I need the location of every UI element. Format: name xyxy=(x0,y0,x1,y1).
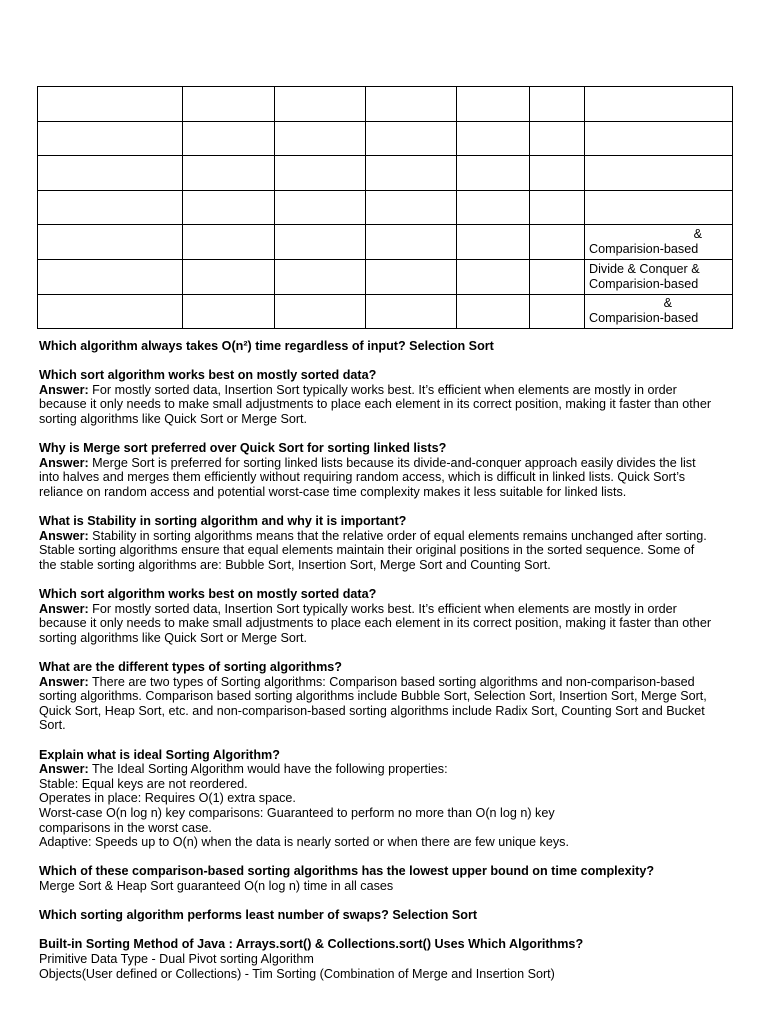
qa-item xyxy=(39,441,739,499)
table-cell xyxy=(275,121,366,156)
qa-item xyxy=(39,864,739,893)
table-cell xyxy=(530,190,585,225)
table-cell xyxy=(457,87,530,122)
table-cell xyxy=(457,190,530,225)
answer-line xyxy=(39,602,739,617)
answer-line xyxy=(39,762,739,777)
answer-label: Answer: xyxy=(39,455,89,470)
table-cell xyxy=(183,294,275,329)
answer-text: Merge Sort is preferred for sorting linked lists because its divide-and-conquer approach easily divides the list xyxy=(88,455,696,470)
table-cell xyxy=(38,87,183,122)
question-text: Which sort algorithm works best on mostly sorted data? xyxy=(39,368,377,383)
table-row xyxy=(38,225,733,260)
answer-line: sorting algorithms like Quick Sort or Merge Sort. xyxy=(39,630,308,645)
table-cell xyxy=(38,225,183,260)
qa-item xyxy=(39,908,739,923)
qa-item xyxy=(39,660,739,733)
answer-text: For mostly sorted data, Insertion Sort typically works best. It’s efficient when elements are mostly in order xyxy=(88,382,677,397)
table-cell xyxy=(530,225,585,260)
table-cell xyxy=(183,190,275,225)
table-cell xyxy=(585,190,733,225)
answer-line xyxy=(39,456,739,471)
answer-line: Sort. xyxy=(39,718,66,733)
answer-line: Objects(User defined or Collections) - Tim Sorting (Combination of Merge and Insertion Sort) xyxy=(39,966,555,981)
table-cell xyxy=(38,121,183,156)
answer-text: The Ideal Sorting Algorithm would have the following properties: xyxy=(88,762,448,777)
table-cell xyxy=(183,121,275,156)
question-text: What are the different types of sorting algorithms? xyxy=(39,660,342,675)
answer-text: Stability in sorting algorithms means that the relative order of equal elements remains unchanged after sorting. xyxy=(88,528,707,543)
answer-line: Worst-case O(n log n) key comparisons: Guaranteed to perform no more than O(n log n) key xyxy=(39,806,555,820)
table-cell xyxy=(275,225,366,260)
question-text: Which sort algorithm works best on mostly sorted data? xyxy=(39,587,377,602)
table-cell-comparision: Comparision-based xyxy=(589,276,699,291)
table-cell xyxy=(530,156,585,191)
table-cell xyxy=(275,259,366,294)
table-cell xyxy=(457,121,530,156)
table-cell xyxy=(275,190,366,225)
table-cell xyxy=(457,225,530,260)
answer-line: Primitive Data Type - Dual Pivot sorting Algorithm xyxy=(39,951,314,966)
table-cell xyxy=(366,259,457,294)
table-cell xyxy=(38,294,183,329)
table-cell xyxy=(275,87,366,122)
table-cell-divide: Divide & Conquer & xyxy=(589,261,700,276)
question-text: Which algorithm always takes O(n²) time regardless of input? Selection Sort xyxy=(39,339,494,353)
question-text: Why is Merge sort preferred over Quick Sort for sorting linked lists? xyxy=(39,441,447,456)
table-cell xyxy=(530,121,585,156)
answer-line: Adaptive: Speeds up to O(n) when the data is nearly sorted or when there are few unique keys. xyxy=(39,835,569,850)
answer-line: because it only needs to make small adjustments to place each element in its correct position, making it faster than other xyxy=(39,397,712,412)
table-cell xyxy=(457,156,530,191)
answer-line xyxy=(39,675,739,690)
table-row xyxy=(38,259,733,294)
table-cell xyxy=(275,156,366,191)
answer-label: Answer: xyxy=(39,528,89,543)
table-cell xyxy=(366,121,457,156)
answer-line xyxy=(39,383,739,398)
table-cell xyxy=(183,87,275,122)
table-cell xyxy=(530,87,585,122)
answer-label: Answer: xyxy=(39,601,89,616)
answer-line: Stable sorting algorithms ensure that equal elements maintain their original positions in the sorted sequence. Some of xyxy=(39,543,695,558)
table-cell xyxy=(530,294,585,329)
qa-item xyxy=(39,339,739,354)
table-cell xyxy=(530,259,585,294)
qa-item xyxy=(39,748,739,850)
answer-line xyxy=(39,529,739,544)
table-cell xyxy=(275,294,366,329)
table-cell xyxy=(366,156,457,191)
question-text: What is Stability in sorting algorithm and why it is important? xyxy=(39,514,407,529)
question-text: Which sorting algorithm performs least number of swaps? Selection Sort xyxy=(39,908,478,923)
table-cell-comparision: Comparision-based xyxy=(589,242,699,257)
table-row xyxy=(38,87,733,122)
answer-line: Merge Sort & Heap Sort guaranteed O(n log n) time in all cases xyxy=(39,878,394,893)
answer-line: the stable sorting algorithms are: Bubble Sort, Insertion Sort, Merge Sort and Counting Sort. xyxy=(39,557,551,572)
question-text: Which of these comparison-based sorting algorithms has the lowest upper bound on time complexity? xyxy=(39,864,655,879)
answer-text: For mostly sorted data, Insertion Sort typically works best. It’s efficient when elements are mostly in order xyxy=(88,601,677,616)
table-cell xyxy=(38,259,183,294)
answer-line: reliance on random access and potential worst-case time complexity makes it less suitable for linked lists. xyxy=(39,484,627,499)
answer-label: Answer: xyxy=(39,674,89,689)
answer-text: There are two types of Sorting algorithms: Comparison based sorting algorithms and non-comparison-based xyxy=(88,674,695,689)
table-cell-comparision: Comparision-based xyxy=(589,311,699,326)
qa-item xyxy=(39,937,739,981)
qa-item xyxy=(39,514,739,572)
table-cell xyxy=(183,259,275,294)
table-cell xyxy=(366,294,457,329)
table-cell xyxy=(457,294,530,329)
answer-line: sorting algorithms. Comparison based sorting algorithms include Bubble Sort, Selection Sort, Insertion Sort, Merge Sort, xyxy=(39,689,707,704)
answer-line: because it only needs to make small adjustments to place each element in its correct position, making it faster than other xyxy=(39,616,712,631)
table-cell-amp: & xyxy=(663,296,672,311)
answer-line: comparisons in the worst case. xyxy=(39,820,212,835)
answer-line: into halves and merges them efficiently without requiring random access, which is difficult in linked lists. Quick Sort’s xyxy=(39,470,686,485)
table-cell xyxy=(585,121,733,156)
question-text: Built-in Sorting Method of Java : Arrays.sort() & Collections.sort() Uses Which Algorithms? xyxy=(39,937,584,952)
table-cell xyxy=(183,156,275,191)
table-cell xyxy=(366,87,457,122)
answer-label: Answer: xyxy=(39,382,89,397)
table-row xyxy=(38,156,733,191)
question-text: Explain what is ideal Sorting Algorithm? xyxy=(39,747,280,762)
answer-line: Quick Sort, Heap Sort, etc. and non-comparison-based sorting algorithms include Radix Sort, Counting Sort and Bucket xyxy=(39,703,705,718)
table-cell xyxy=(457,259,530,294)
answer-line: sorting algorithms like Quick Sort or Merge Sort. xyxy=(39,411,308,426)
table-cell-category xyxy=(585,294,733,329)
answer-line: Operates in place: Requires O(1) extra space. xyxy=(39,791,296,806)
table-row xyxy=(38,190,733,225)
table-cell xyxy=(585,156,733,191)
table-row xyxy=(38,294,733,329)
answer-label: Answer: xyxy=(39,762,89,777)
comparison-table xyxy=(37,86,733,329)
table-cell xyxy=(38,156,183,191)
table-cell xyxy=(38,190,183,225)
table-cell-category xyxy=(585,225,733,260)
table-cell-amp: & xyxy=(693,227,702,242)
table-cell-category xyxy=(585,259,733,294)
qa-item xyxy=(39,368,739,426)
table-cell xyxy=(183,225,275,260)
answer-line: Stable: Equal keys are not reordered. xyxy=(39,776,248,791)
table-cell xyxy=(366,190,457,225)
qa-section xyxy=(39,339,739,996)
table-cell xyxy=(366,225,457,260)
table-cell xyxy=(585,87,733,122)
table-row xyxy=(38,121,733,156)
qa-item xyxy=(39,587,739,645)
